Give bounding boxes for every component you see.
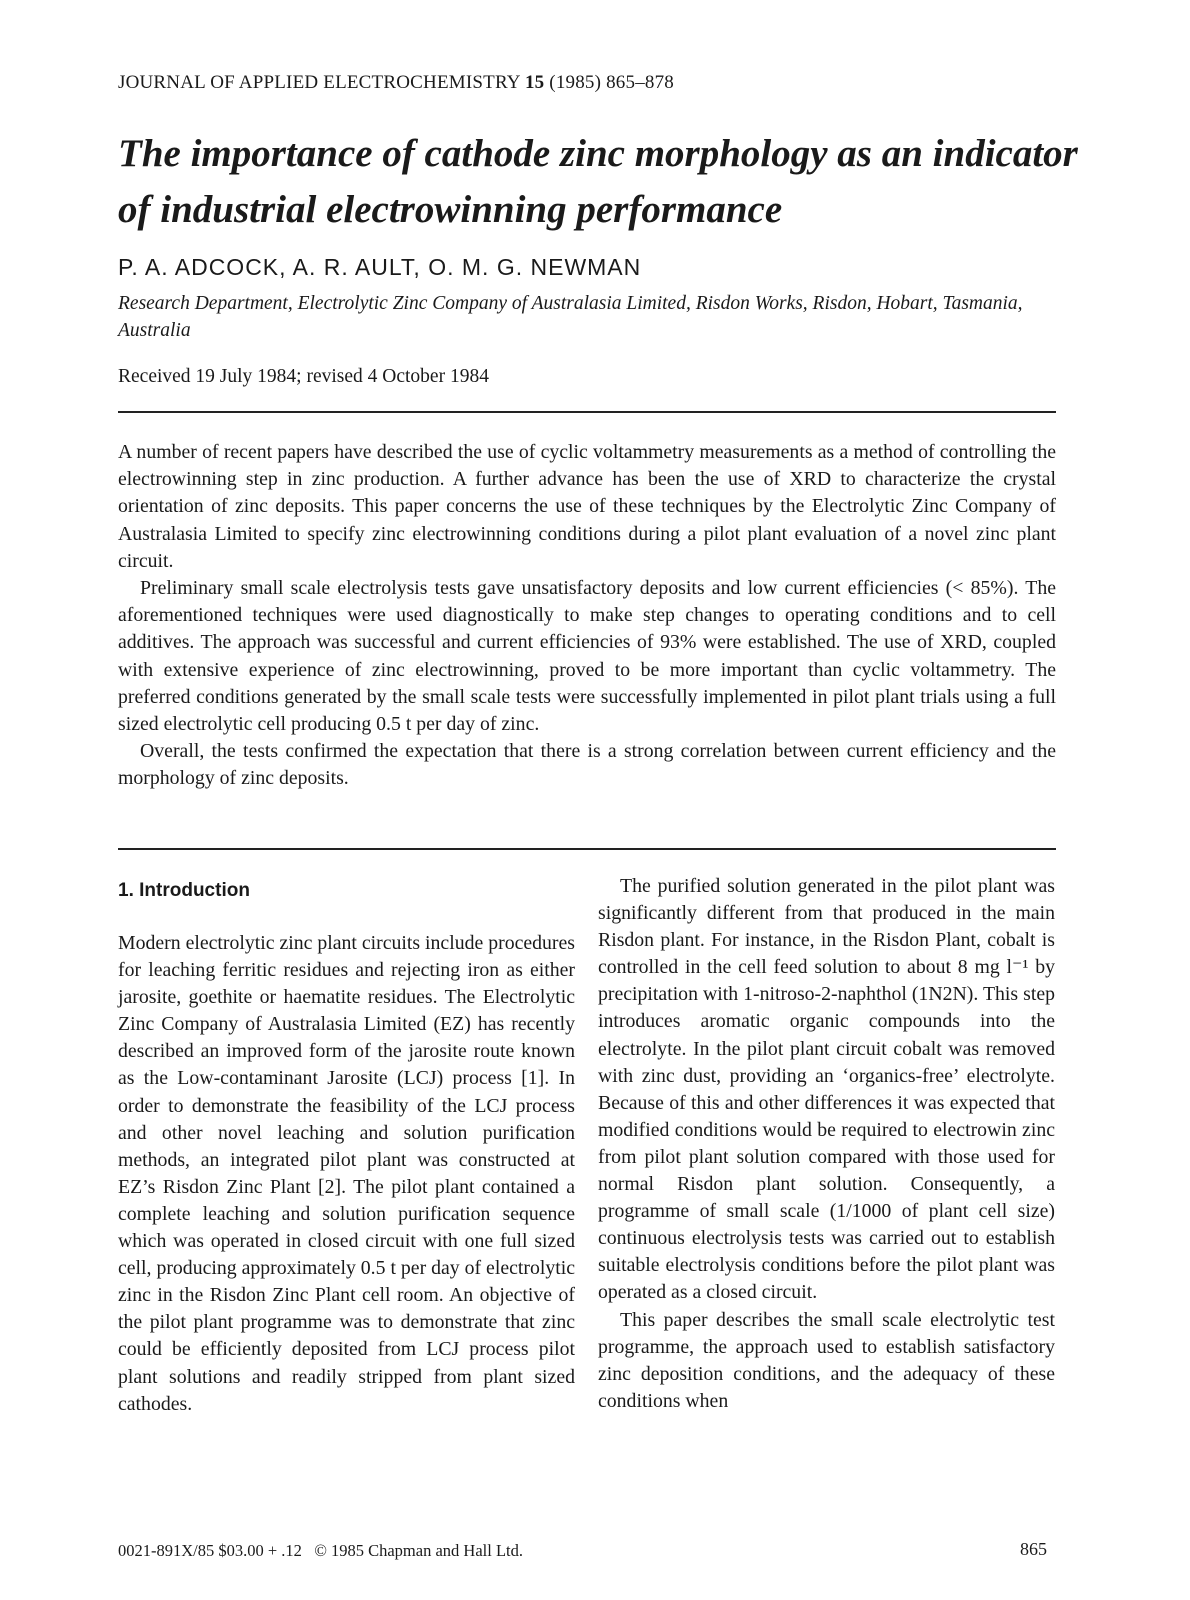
abstract: [118, 439, 1056, 793]
abstract-paragraph: Preliminary small scale electrolysis tests gave unsatisfactory deposits and low current efficiencies (< 85%). The aforementioned techniques were used diagnostically to make step changes to operating conditions and to cell additives. The approach was successful and current efficiencies of 93% were established. The use of XRD, coupled with extensive experience of zinc electrowinning, proved to be more important than cyclic voltammetry. The preferred conditions generated by the small scale tests were successfully implemented in pilot plant trials using a full sized electrolytic cell producing 0.5 t per day of zinc.: [118, 577, 1056, 736]
footer-code: 0021-891X/85 $03.00 + .12: [118, 1541, 302, 1560]
body-column-right: [598, 873, 1055, 1415]
body-paragraph: The purified solution generated in the pilot plant was significantly different from that produced in the main Risdon plant. For instance, in the Risdon Plant, cobalt is controlled in the cell feed solution to about 8 mg l⁻¹ by precipitation with 1-nitroso-2-naphthol (1N2N). This step introduces aromatic organic compounds into the electrolyte. In the pilot plant circuit cobalt was removed with zinc dust, providing an ‘organics-free’ electrolyte. Because of this and other differences it was expected that modified conditions would be required to electrowin zinc from pilot plant solution compared with those used for normal Risdon plant solution. Consequently, a programme of small scale (1/1000 of plant cell size) continuous electrolysis tests was carried out to establish suitable electrolysis conditions before the pilot plant was operated as a closed circuit.: [598, 875, 1055, 1304]
footer-imprint: [118, 1541, 523, 1561]
journal-name: JOURNAL OF APPLIED ELECTROCHEMISTRY: [118, 72, 520, 93]
abstract-paragraph: Overall, the tests confirmed the expectation that there is a strong correlation between current efficiency and the morphology of zinc deposits.: [118, 740, 1056, 790]
author-affiliation: Research Department, Electrolytic Zinc Company of Australasia Limited, Risdon Works, Risdon, Hobart, Tasmania, Australia: [118, 293, 1023, 341]
footer-copyright: © 1985 Chapman and Hall Ltd.: [314, 1541, 523, 1560]
section-heading: 1. Introduction: [118, 880, 250, 901]
page-number: 865: [1020, 1539, 1047, 1559]
body-paragraph: This paper describes the small scale electrolytic test programme, the approach used to establish satisfactory zinc deposition conditions, and the adequacy of these conditions when: [598, 1308, 1055, 1412]
article-title: The importance of cathode zinc morphology as an indicator of industrial electrowinning performance: [118, 132, 1078, 231]
author-list: P. A. ADCOCK, A. R. AULT, O. M. G. NEWMAN: [118, 254, 642, 280]
body-paragraph: Modern electrolytic zinc plant circuits include procedures for leaching ferritic residues and rejecting iron as either jarosite, goethite or haematite residues. The Electrolytic Zinc Company of Australasia Limited (EZ) has recently described an improved form of the jarosite route known as the Low-contaminant Jarosite (LCJ) process [1]. In order to demonstrate the feasibility of the LCJ process and other novel leaching and solution purification methods, an integrated pilot plant was constructed at EZ’s Risdon Zinc Plant [2]. The pilot plant contained a complete leaching and solution purification sequence which was operated in closed circuit with one full sized cell, producing approximately 0.5 t per day of electrolytic zinc in the Risdon Zinc Plant cell room. An objective of the pilot plant programme was to demonstrate that zinc could be efficiently deposited from LCJ process pilot plant solutions and readily stripped from plant sized cathodes.: [118, 932, 576, 1415]
received-dates: Received 19 July 1984; revised 4 October 1984: [118, 366, 489, 387]
abstract-paragraph: A number of recent papers have described the use of cyclic voltammetry measurements as a method of controlling the electrowinning step in zinc production. A further advance has been the use of XRD to characterize the crystal orientation of zinc deposits. This paper concerns the use of these techniques by the Electrolytic Zinc Company of Australasia Limited to specify zinc electrowinning conditions during a pilot plant evaluation of a novel zinc plant circuit.: [118, 441, 1056, 572]
abstract-bottom-rule: [118, 848, 1056, 850]
journal-year-pages: (1985) 865–878: [549, 72, 675, 93]
abstract-top-rule: [118, 411, 1056, 413]
journal-volume: 15: [524, 72, 545, 93]
body-column-left: [118, 873, 575, 1418]
journal-header: [118, 72, 674, 94]
